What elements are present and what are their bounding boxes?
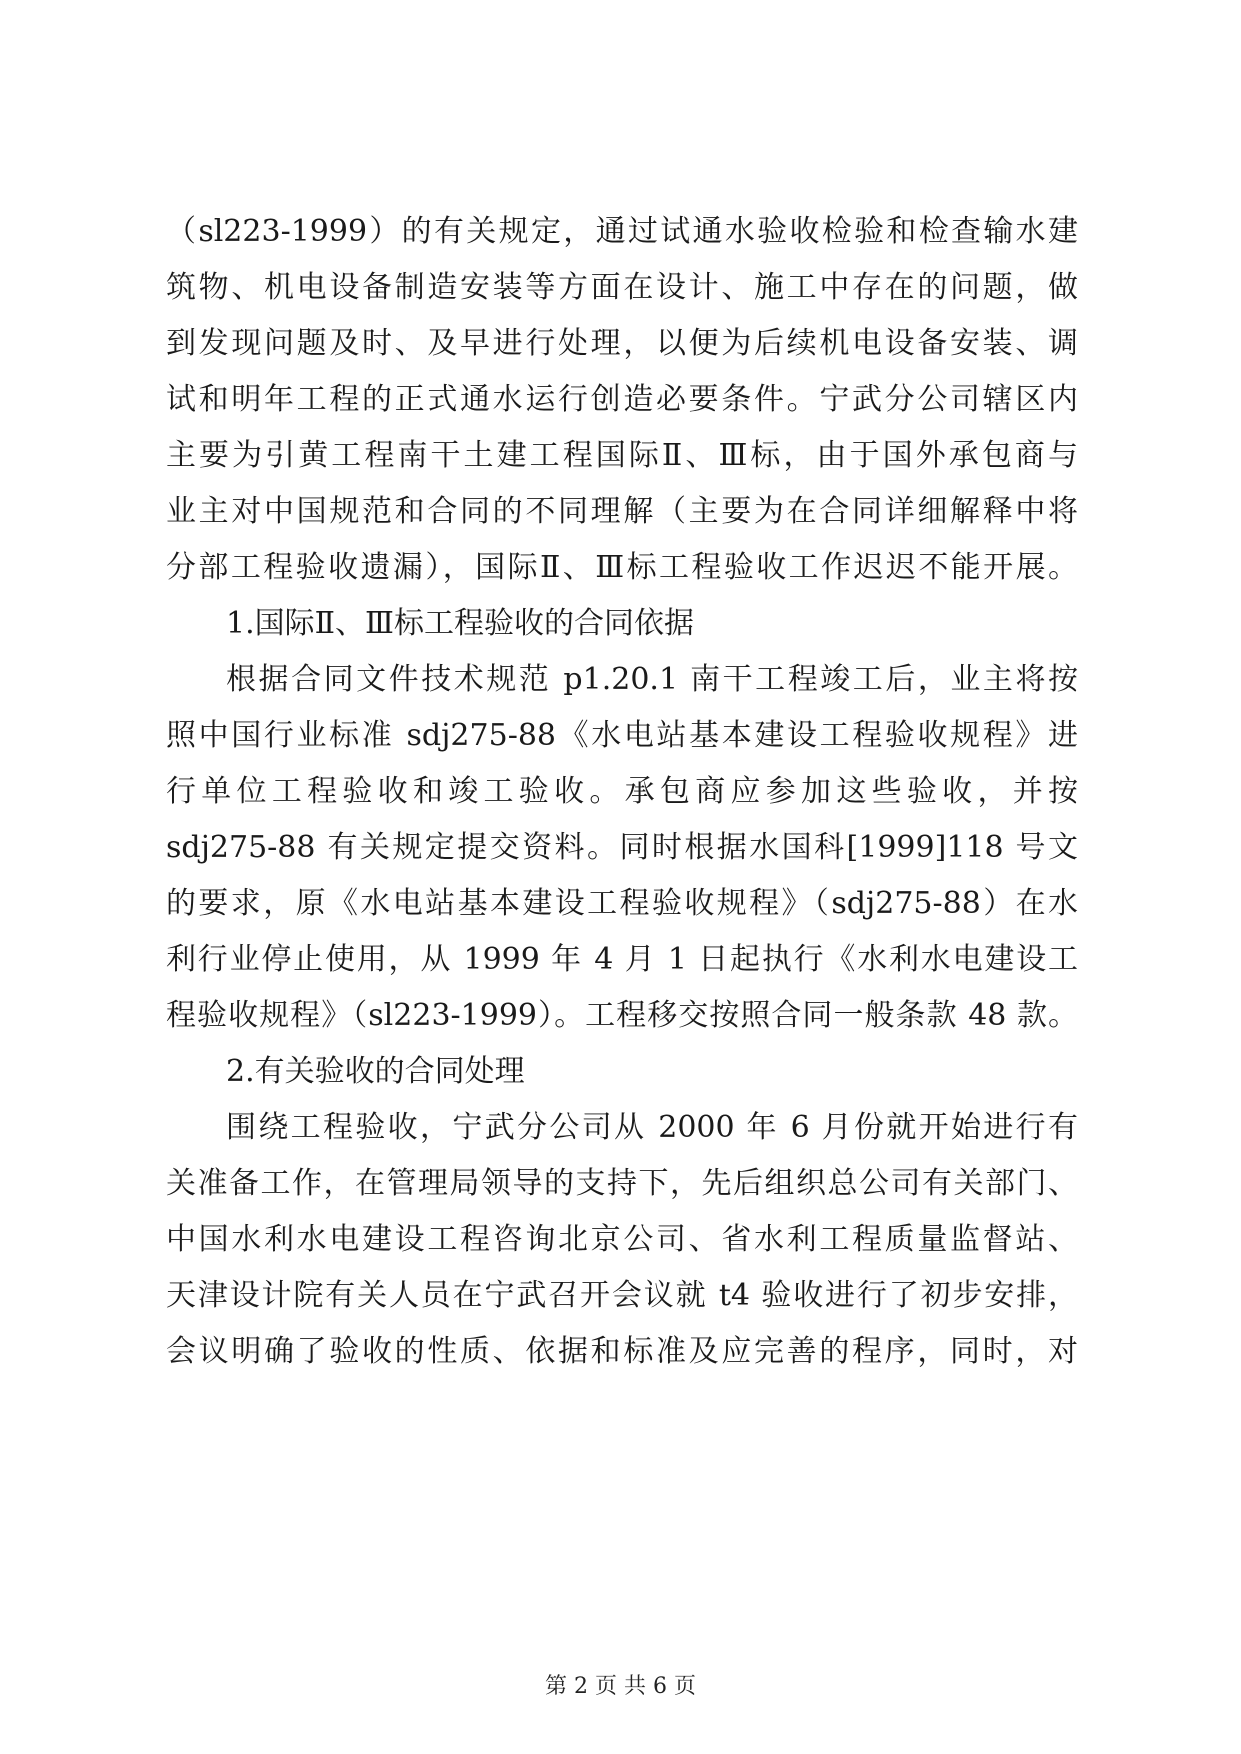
body-line-12: sdj275-88 有关规定提交资料。同时根据水国科[1999]118 号文 — [166, 830, 1078, 865]
body-line-5: 主要为引黄工程南干土建工程国际Ⅱ、Ⅲ标，由于国外承包商与 — [166, 438, 1078, 473]
section-heading-2: 2.有关验收的合同处理 — [226, 1054, 525, 1089]
body-line-4: 试和明年工程的正式通水运行创造必要条件。宁武分公司辖区内 — [166, 382, 1078, 417]
body-line-3: 到发现问题及时、及早进行处理，以便为后续机电设备安装、调 — [166, 326, 1078, 361]
section-heading-1: 1.国际Ⅱ、Ⅲ标工程验收的合同依据 — [226, 606, 694, 641]
page-footer: 第 2 页 共 6 页 — [545, 1674, 696, 1699]
body-line-14: 利行业停止使用，从 1999 年 4 月 1 日起执行《水利水电建设工 — [166, 942, 1078, 977]
body-line-2: 筑物、机电设备制造安装等方面在设计、施工中存在的问题，做 — [166, 270, 1078, 305]
body-line-19: 中国水利水电建设工程咨询北京公司、省水利工程质量监督站、 — [166, 1222, 1078, 1257]
body-line-21: 会议明确了验收的性质、依据和标准及应完善的程序，同时，对 — [166, 1334, 1078, 1369]
body-line-13: 的要求，原《水电站基本建设工程验收规程》（sdj275-88）在水 — [166, 886, 1078, 921]
body-line-7: 分部工程验收遗漏），国际Ⅱ、Ⅲ标工程验收工作迟迟不能开展。 — [166, 550, 1078, 585]
body-line-9: 根据合同文件技术规范 p1.20.1 南干工程竣工后，业主将按 — [226, 662, 1078, 697]
body-line-20: 天津设计院有关人员在宁武召开会议就 t4 验收进行了初步安排， — [166, 1278, 1078, 1313]
body-line-18: 关准备工作，在管理局领导的支持下，先后组织总公司有关部门、 — [166, 1166, 1078, 1201]
body-line-15: 程验收规程》（sl223-1999）。工程移交按照合同一般条款 48 款。 — [166, 998, 1078, 1033]
body-line-1: （sl223-1999）的有关规定，通过试通水验收检验和检查输水建 — [166, 214, 1078, 249]
body-line-10: 照中国行业标准 sdj275-88《水电站基本建设工程验收规程》进 — [166, 718, 1078, 753]
body-line-11: 行单位工程验收和竣工验收。承包商应参加这些验收，并按 — [166, 774, 1078, 809]
body-line-6: 业主对中国规范和合同的不同理解（主要为在合同详细解释中将 — [166, 494, 1078, 529]
body-line-17: 围绕工程验收，宁武分公司从 2000 年 6 月份就开始进行有 — [226, 1110, 1078, 1145]
